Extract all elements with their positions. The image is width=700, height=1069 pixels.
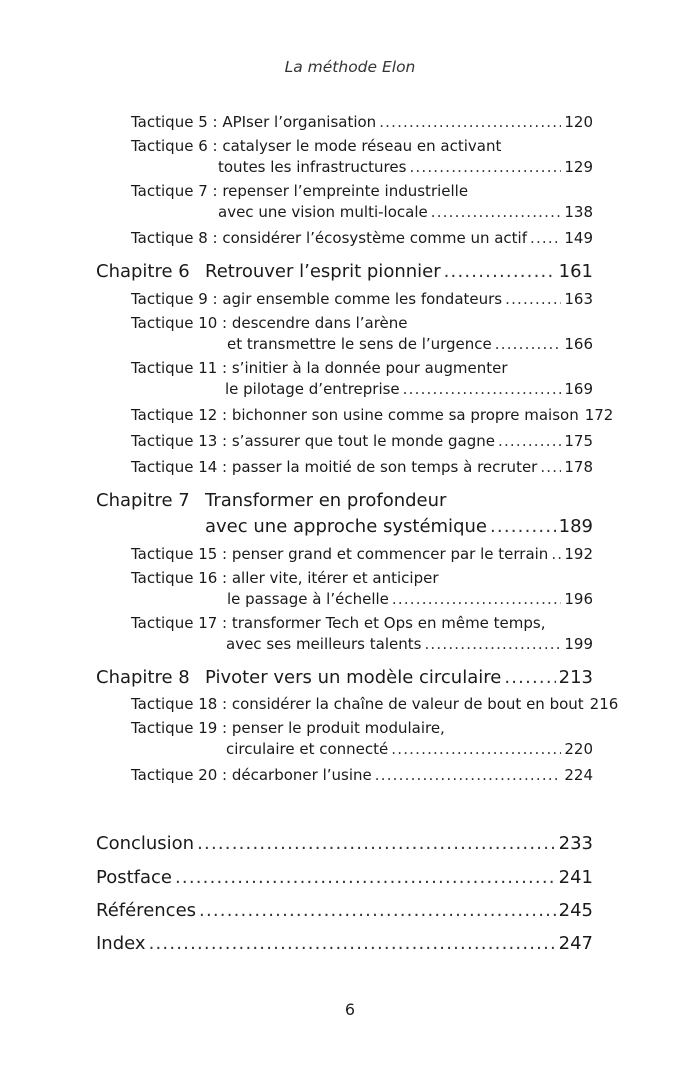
- leader-dots: [391, 740, 561, 758]
- toc-entry-label: Tactique 5 : APIser l’organisation: [131, 113, 377, 131]
- toc-page-number: 213: [558, 667, 593, 688]
- toc-entry-tactique-17-line1: Tactique 17 : transformer Tech et Ops en même temps,: [131, 614, 546, 632]
- toc-entry-tactique-15: [131, 545, 593, 563]
- running-header: La méthode Elon: [284, 58, 416, 76]
- toc-page-number: 196: [564, 590, 593, 608]
- leader-dots: [498, 432, 561, 450]
- toc-page-number: 233: [558, 833, 593, 854]
- toc-entry-label: circulaire et connecté: [226, 740, 389, 758]
- leader-dots: [379, 113, 561, 131]
- toc-entry-label: Références: [96, 900, 197, 921]
- toc-page-number: 172: [584, 406, 614, 424]
- chapter-number: Chapitre 7: [96, 490, 190, 511]
- toc-entry-tactique-14: [131, 458, 593, 476]
- toc-entry-tactique-11: [225, 380, 593, 398]
- toc-page-number: 216: [589, 695, 619, 713]
- toc-entry-tactique-16-line1: Tactique 16 : aller vite, itérer et anticiper: [131, 569, 439, 587]
- toc-page-number: 247: [558, 933, 593, 954]
- toc-entry-tactique-7: [218, 203, 593, 221]
- chapter-number: Chapitre 8: [96, 667, 190, 688]
- leader-dots: [504, 667, 555, 688]
- chapter-title-line1: Transformer en profondeur: [205, 490, 447, 511]
- leader-dots: [530, 229, 561, 247]
- page-number: 6: [344, 1000, 356, 1019]
- toc-entry-label: Index: [96, 933, 146, 954]
- toc-page-number: 224: [564, 766, 593, 784]
- toc-entry-label: Tactique 8 : considérer l’écosystème comme un actif: [131, 229, 527, 247]
- chapter-title: avec une approche systémique: [205, 516, 487, 537]
- toc-entry-tactique-6: [218, 158, 593, 176]
- chapter-title: Retrouver l’esprit pionnier: [205, 261, 441, 282]
- toc-entry-tactique-8: [131, 229, 593, 247]
- toc-entry-references: [96, 900, 593, 921]
- toc-page-number: 166: [564, 335, 593, 353]
- toc-entry-index: [96, 933, 593, 954]
- toc-entry-label: Tactique 18 : considérer la chaîne de valeur de bout en bout: [131, 695, 584, 713]
- toc-entry-label: Tactique 15 : penser grand et commencer par le terrain: [131, 545, 549, 563]
- toc-page-number: 245: [558, 900, 593, 921]
- toc-entry-label: avec ses meilleurs talents: [226, 635, 422, 653]
- leader-dots: [424, 635, 561, 653]
- toc-entry-label: le passage à l’échelle: [227, 590, 389, 608]
- toc-entry-tactique-13: [131, 432, 593, 450]
- toc-entry-tactique-7-line1: Tactique 7 : repenser l’empreinte industrielle: [131, 182, 469, 200]
- leader-dots: [551, 545, 561, 563]
- toc-page-number: 189: [558, 516, 593, 537]
- toc-entry-tactique-10: [227, 335, 593, 353]
- toc-page-number: 163: [564, 290, 593, 308]
- toc-entry-conclusion: [96, 833, 593, 854]
- toc-page-number: 161: [558, 261, 593, 282]
- toc-entry-tactique-18: [131, 695, 619, 713]
- toc-page-number: 169: [564, 380, 593, 398]
- leader-dots: [490, 516, 556, 537]
- leader-dots: [197, 833, 556, 854]
- leader-dots: [375, 766, 562, 784]
- leader-dots: [495, 335, 562, 353]
- leader-dots: [199, 900, 556, 921]
- toc-entry-tactique-20: [131, 766, 593, 784]
- toc-entry-tactique-12: [131, 406, 614, 424]
- toc-page-number: 120: [564, 113, 593, 131]
- toc-entry-tactique-19: [226, 740, 593, 758]
- toc-entry-label: Tactique 12 : bichonner son usine comme sa propre maison: [131, 406, 579, 424]
- toc-entry-label: Tactique 13 : s’assurer que tout le monde gagne: [131, 432, 495, 450]
- leader-dots: [409, 158, 561, 176]
- toc-page-number: 241: [558, 867, 593, 888]
- toc-entry-label: Postface: [96, 867, 172, 888]
- toc-entry-label: et transmettre le sens de l’urgence: [227, 335, 492, 353]
- leader-dots: [431, 203, 562, 221]
- toc-entry-label: Tactique 20 : décarboner l’usine: [131, 766, 372, 784]
- toc-page-number: 199: [564, 635, 593, 653]
- toc-page-number: 178: [564, 458, 593, 476]
- toc-entry-tactique-11-line1: Tactique 11 : s’initier à la donnée pour augmenter: [131, 359, 508, 377]
- toc-entry-tactique-16: [227, 590, 593, 608]
- leader-dots: [392, 590, 561, 608]
- leader-dots: [505, 290, 561, 308]
- toc-page-number: 149: [564, 229, 593, 247]
- toc-entry-label: Tactique 9 : agir ensemble comme les fondateurs: [131, 290, 503, 308]
- toc-entry-chapitre-8: [205, 667, 593, 688]
- toc-entry-tactique-10-line1: Tactique 10 : descendre dans l’arène: [131, 314, 408, 332]
- toc-entry-label: le pilotage d’entreprise: [225, 380, 400, 398]
- toc-entry-chapitre-6: [205, 261, 593, 282]
- toc-entry-postface: [96, 867, 593, 888]
- toc-entry-tactique-17: [226, 635, 593, 653]
- toc-entry-label: Tactique 14 : passer la moitié de son temps à recruter: [131, 458, 538, 476]
- toc-page-number: 138: [564, 203, 593, 221]
- toc-entry-tactique-9: [131, 290, 593, 308]
- toc-entry-tactique-19-line1: Tactique 19 : penser le produit modulaire,: [131, 719, 445, 737]
- toc-entry-label: Conclusion: [96, 833, 195, 854]
- toc-entry-label: avec une vision multi-locale: [218, 203, 428, 221]
- leader-dots: [444, 261, 556, 282]
- toc-entry-tactique-5: [131, 113, 593, 131]
- leader-dots: [403, 380, 562, 398]
- leader-dots: [175, 867, 556, 888]
- toc-page-number: 129: [564, 158, 593, 176]
- leader-dots: [149, 933, 556, 954]
- leader-dots: [540, 458, 561, 476]
- chapter-number: Chapitre 6: [96, 261, 190, 282]
- toc-entry-label: toutes les infrastructures: [218, 158, 407, 176]
- toc-page-number: 175: [564, 432, 593, 450]
- chapter-title: Pivoter vers un modèle circulaire: [205, 667, 502, 688]
- toc-entry-chapitre-7: [205, 516, 593, 537]
- toc-page-number: 220: [564, 740, 593, 758]
- toc-entry-tactique-6-line1: Tactique 6 : catalyser le mode réseau en activant: [131, 137, 502, 155]
- toc-page-number: 192: [564, 545, 593, 563]
